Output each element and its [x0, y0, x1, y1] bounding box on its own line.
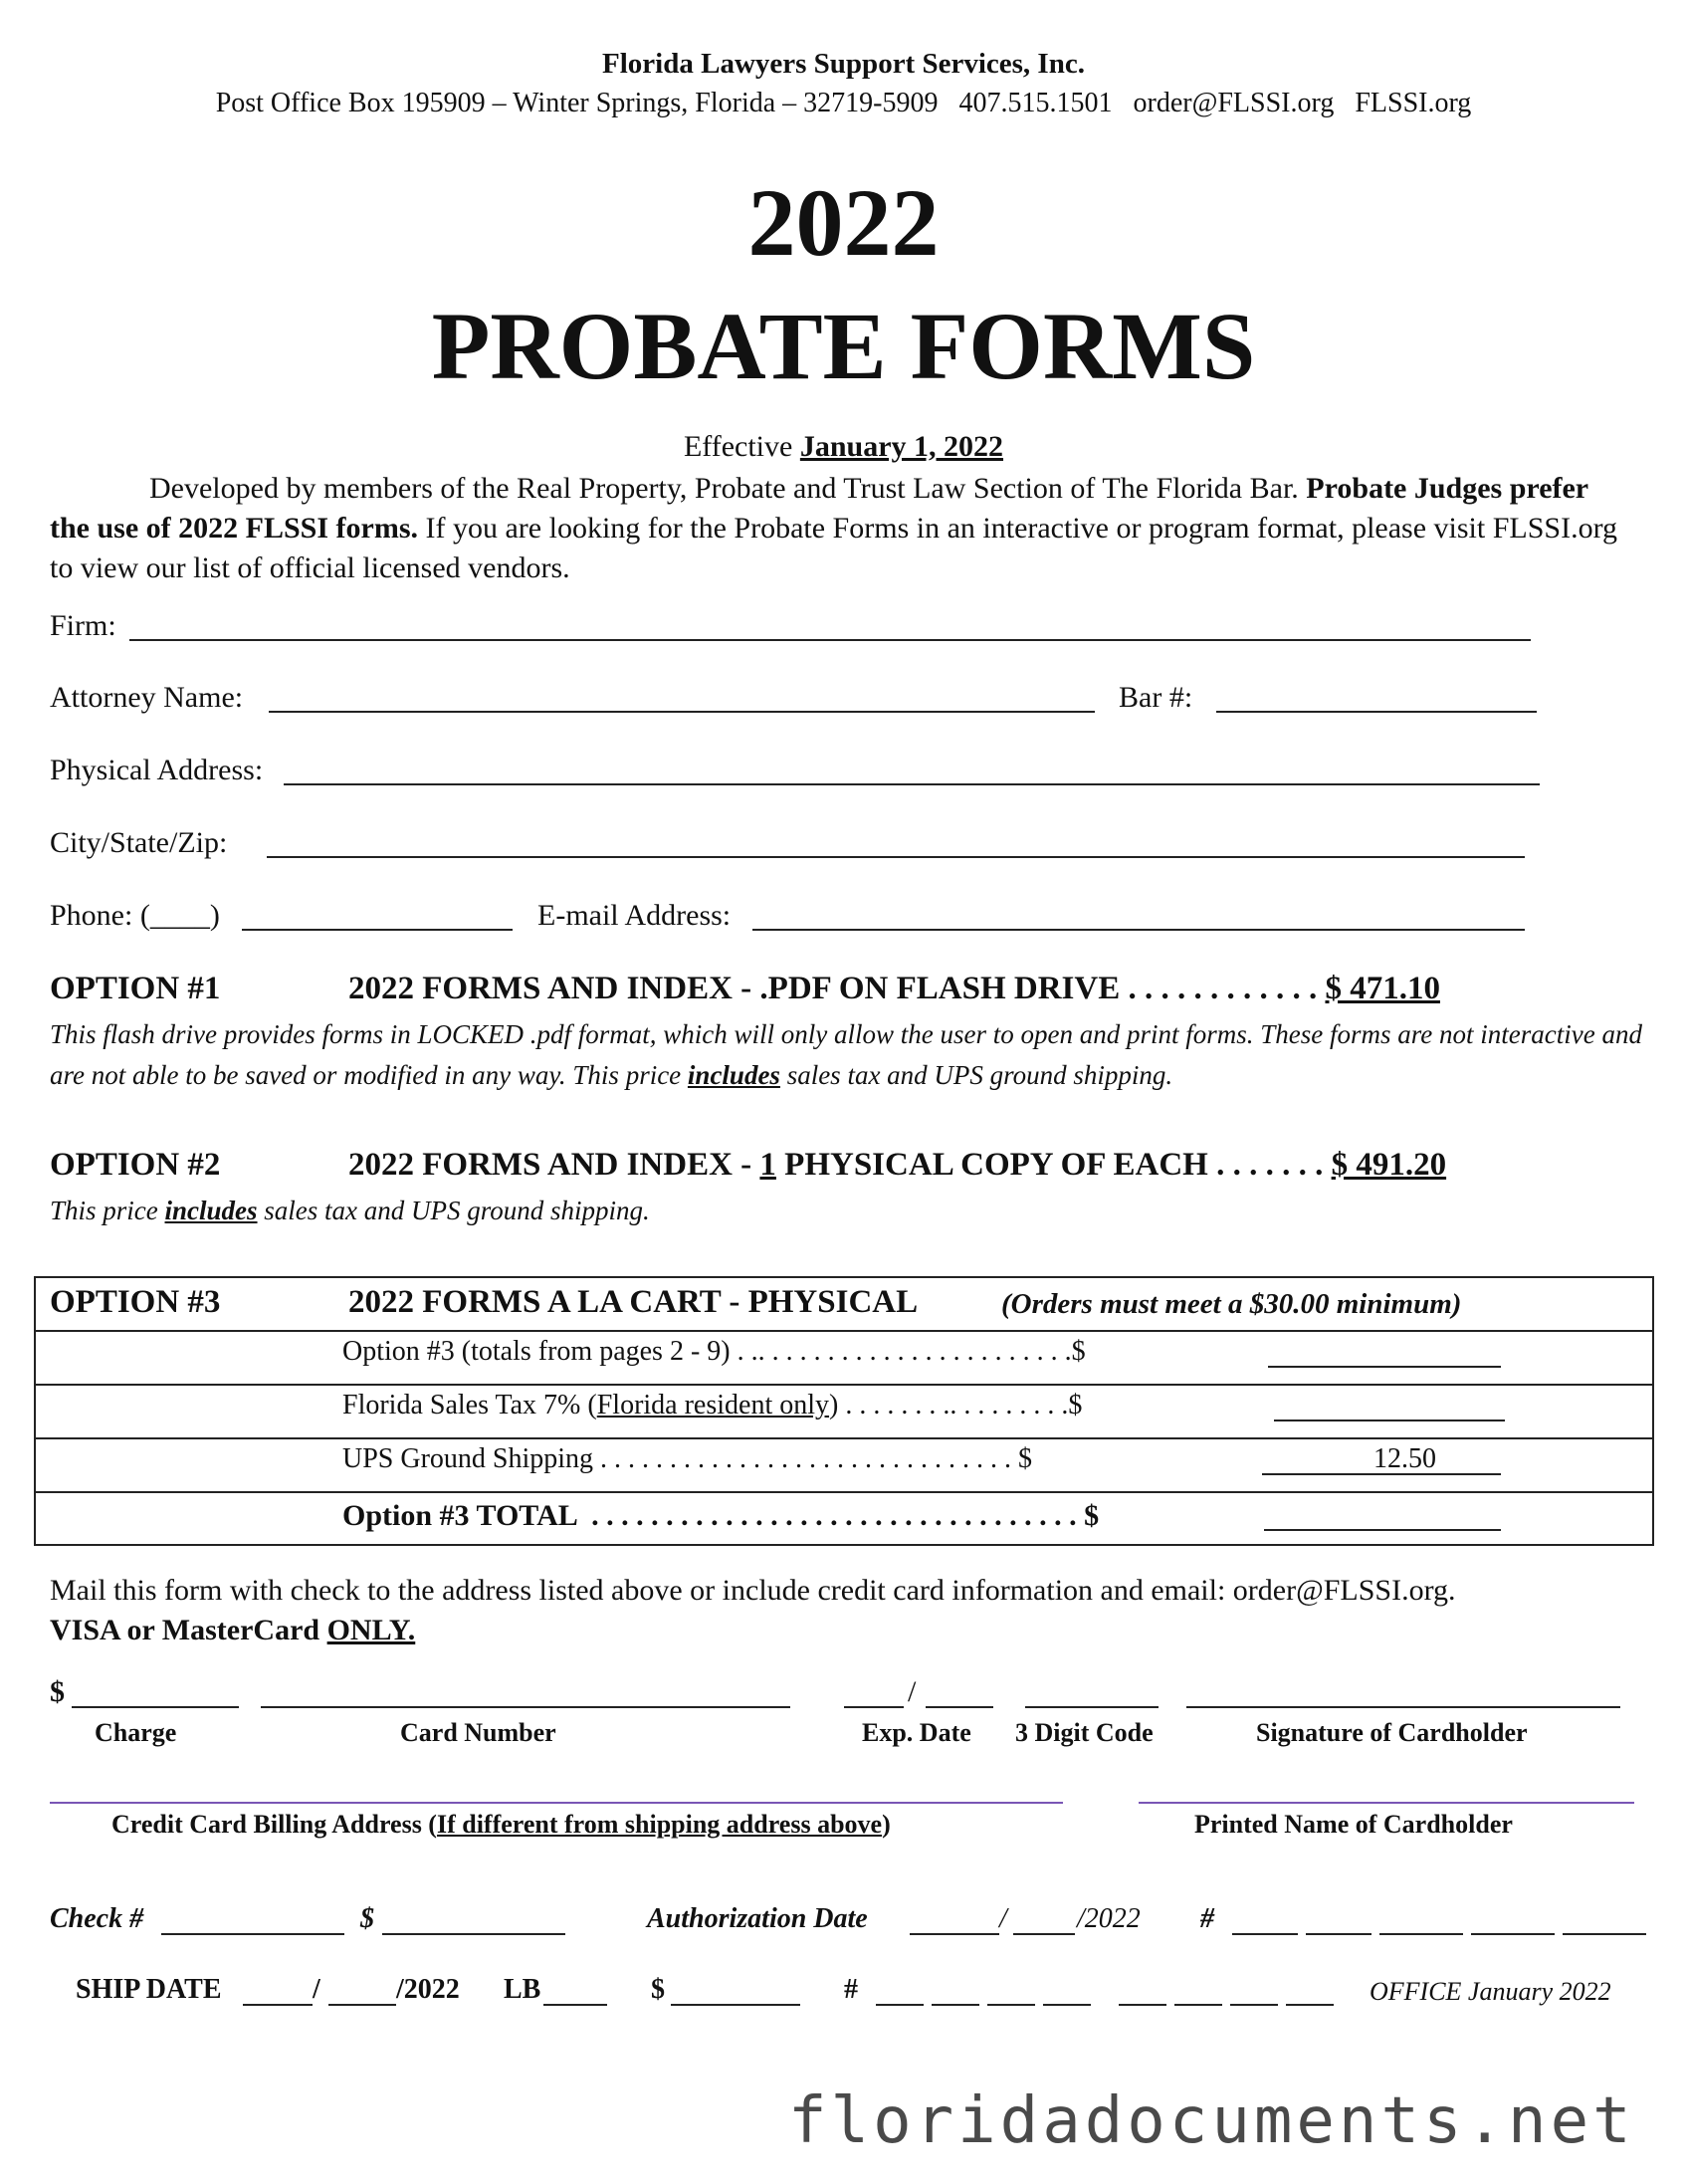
option1-price: $ 471.10	[1325, 971, 1440, 1006]
check-field[interactable]	[161, 1933, 344, 1935]
auth-code-3[interactable]	[1379, 1933, 1463, 1935]
printed-name-field[interactable]	[1139, 1802, 1634, 1804]
code-label: 3 Digit Code	[1015, 1718, 1154, 1747]
phone-field[interactable]	[242, 929, 513, 931]
option1-desc: 2022 FORMS AND INDEX - .PDF ON FLASH DRIVE	[348, 971, 1121, 1006]
office-stamp: OFFICE January 2022	[1370, 1977, 1611, 2006]
exp-year-field[interactable]	[926, 1706, 993, 1708]
company-name: Florida Lawyers Support Services, Inc.	[602, 48, 1085, 80]
ship-slash: /	[313, 1974, 320, 2005]
option1-line	[348, 971, 1440, 1007]
watermark: floridadocuments.net	[788, 2084, 1635, 2158]
address-field[interactable]	[284, 783, 1540, 785]
ship-date-label: SHIP DATE	[76, 1974, 222, 2005]
ship-day-field[interactable]	[328, 2004, 396, 2006]
option3-tax-label	[342, 1390, 1082, 1421]
ship-dollar: $	[651, 1974, 665, 2005]
address-label: Physical Address:	[50, 754, 264, 786]
option3-row-tax	[36, 1384, 1652, 1420]
option2-price: $ 491.20	[1331, 1147, 1447, 1183]
ship-code-8[interactable]	[1286, 2004, 1334, 2006]
check-amount-field[interactable]	[382, 1933, 565, 1935]
option2-note-c: sales tax and UPS ground shipping.	[257, 1196, 650, 1225]
option3-total-field[interactable]	[1264, 1529, 1501, 1531]
option3-tax-field[interactable]	[1274, 1420, 1505, 1421]
code-field[interactable]	[1025, 1706, 1159, 1708]
signature-field[interactable]	[1186, 1706, 1620, 1708]
billing-a: Credit Card Billing Address (	[111, 1810, 437, 1839]
bar-label: Bar #:	[1119, 681, 1193, 714]
form-year: 2022	[747, 169, 940, 276]
option3-tax-b: ) . . . . . . . .. . . . . . . . .$	[829, 1390, 1083, 1420]
option2-desc-a: 2022 FORMS AND INDEX -	[348, 1147, 760, 1183]
card-number-field[interactable]	[261, 1706, 790, 1708]
page-title: PROBATE FORMS	[431, 293, 1256, 399]
attorney-label: Attorney Name:	[50, 681, 244, 714]
billing-address-field[interactable]	[50, 1802, 1063, 1804]
option2-desc-b: PHYSICAL COPY OF EACH	[775, 1147, 1208, 1183]
ship-code-7[interactable]	[1230, 2004, 1278, 2006]
ship-year: /2022	[396, 1974, 460, 2005]
card-types	[50, 1614, 415, 1647]
firm-label: Firm:	[50, 609, 116, 642]
charge-dollar-sign: $	[50, 1675, 65, 1708]
bar-field[interactable]	[1216, 711, 1537, 713]
ship-month-field[interactable]	[243, 2004, 313, 2006]
firm-field[interactable]	[129, 639, 1531, 641]
auth-code-4[interactable]	[1471, 1933, 1555, 1935]
ship-hash: #	[844, 1974, 858, 2005]
ship-code-3[interactable]	[987, 2004, 1035, 2006]
option1-dots: . . . . . . . . . . . .	[1128, 971, 1318, 1006]
exp-month-field[interactable]	[844, 1706, 904, 1708]
ship-code-6[interactable]	[1174, 2004, 1222, 2006]
exp-date-label: Exp. Date	[862, 1718, 971, 1747]
billing-b: )	[882, 1810, 891, 1839]
option3-minimum: (Orders must meet a $30.00 minimum)	[1001, 1288, 1462, 1320]
email-label: E-mail Address:	[537, 899, 732, 932]
ship-code-2[interactable]	[932, 2004, 979, 2006]
city-field[interactable]	[267, 856, 1525, 858]
option2-note-a: This price	[50, 1196, 165, 1225]
card-types-a: VISA or MasterCard	[50, 1614, 327, 1646]
intro-part2: If you are looking for the Probate Forms in an interactive or program format, please visit FLSSI.org to view our list of official licensed vendors.	[50, 512, 1618, 584]
auth-month-field[interactable]	[910, 1933, 999, 1935]
intro-bold: Probate Judges prefer the use of 2022 FLSSI forms.	[50, 472, 1588, 545]
card-types-b: ONLY.	[326, 1614, 416, 1646]
auth-code-5[interactable]	[1563, 1933, 1646, 1935]
option2-line	[348, 1147, 1446, 1184]
ship-code-4[interactable]	[1043, 2004, 1091, 2006]
printed-name-label: Printed Name of Cardholder	[1194, 1810, 1513, 1839]
option3-label: OPTION #3	[50, 1284, 221, 1320]
company-contact: Post Office Box 195909 – Winter Springs, Florida – 32719-5909 407.515.1501 order@FLSSI.org FLSSI.org	[215, 88, 1472, 118]
option3-tax-a: Florida Sales Tax 7% (	[342, 1390, 597, 1420]
option2-note-b: includes	[164, 1196, 258, 1225]
charge-field[interactable]	[72, 1706, 239, 1708]
option1-note-b: includes	[687, 1060, 780, 1090]
option2-label: OPTION #2	[50, 1147, 221, 1183]
option3-tax-u: Florida resident only	[596, 1390, 830, 1420]
email-field[interactable]	[752, 929, 1525, 931]
mail-instructions: Mail this form with check to the address listed above or include credit card information and email: order@FLSSI.org.	[50, 1574, 1456, 1607]
auth-day-field[interactable]	[1013, 1933, 1075, 1935]
auth-code-1[interactable]	[1232, 1933, 1298, 1935]
option3-shipping-value: 12.50	[1373, 1443, 1436, 1474]
option2-note	[50, 1191, 650, 1231]
check-label: Check #	[50, 1903, 144, 1934]
option2-desc-num: 1	[759, 1147, 776, 1183]
intro-paragraph	[50, 469, 1632, 588]
auth-label: Authorization Date	[647, 1903, 868, 1934]
option3-shipping-label: UPS Ground Shipping . . . . . . . . . . . . . . . . . . . . . . . . . . . . . . $	[342, 1443, 1033, 1474]
option3-row-shipping	[36, 1437, 1652, 1474]
option1-note-c: sales tax and UPS ground shipping.	[779, 1060, 1173, 1090]
effective-label: Effective	[683, 430, 793, 463]
effective-line	[0, 430, 1687, 464]
option3-totals-label: Option #3 (totals from pages 2 - 9) . .. . . . . . . . . . . . . . . . . . . . . . .$	[342, 1336, 1086, 1367]
intro-part1: Developed by members of the Real Property, Probate and Trust Law Section of The Florida Bar.	[149, 472, 1299, 505]
option3-row-total	[36, 1491, 1652, 1532]
option1-label: OPTION #1	[50, 971, 221, 1006]
option3-desc: 2022 FORMS A LA CART - PHYSICAL	[348, 1284, 919, 1320]
option3-row-totals	[36, 1330, 1652, 1367]
card-number-label: Card Number	[400, 1718, 556, 1747]
option1-note-a: This flash drive provides forms in LOCKED .pdf format, which will only allow the user to open and print forms. These forms are not interactive and are not able to be saved or modified in any way. This price	[50, 1019, 1642, 1090]
ship-amount-field[interactable]	[671, 2004, 800, 2006]
phone-label: Phone: (____)	[50, 899, 220, 932]
exp-slash: /	[908, 1675, 917, 1708]
effective-date: January 1, 2022	[799, 430, 1004, 463]
billing-u: If different from shipping address above	[436, 1810, 883, 1839]
option2-dots: . . . . . . .	[1216, 1147, 1324, 1183]
auth-slash: /	[999, 1903, 1007, 1934]
auth-code-2[interactable]	[1306, 1933, 1371, 1935]
city-label: City/State/Zip:	[50, 826, 228, 859]
ship-code-1[interactable]	[876, 2004, 924, 2006]
option1-note	[50, 1014, 1642, 1096]
billing-address-label	[111, 1810, 891, 1840]
auth-hash: #	[1200, 1903, 1214, 1934]
ship-code-5[interactable]	[1119, 2004, 1166, 2006]
check-dollar: $	[360, 1903, 374, 1934]
auth-year: /2022	[1077, 1903, 1141, 1934]
attorney-field[interactable]	[269, 711, 1095, 713]
option3-totals-field[interactable]	[1268, 1366, 1501, 1368]
option3-table	[34, 1276, 1654, 1546]
lb-field[interactable]	[543, 2004, 607, 2006]
signature-label: Signature of Cardholder	[1256, 1718, 1528, 1747]
charge-label: Charge	[95, 1718, 177, 1747]
option3-total-label: Option #3 TOTAL . . . . . . . . . . . . . . . . . . . . . . . . . . . . . . . . . $	[342, 1499, 1100, 1532]
lb-label: LB	[504, 1974, 541, 2005]
